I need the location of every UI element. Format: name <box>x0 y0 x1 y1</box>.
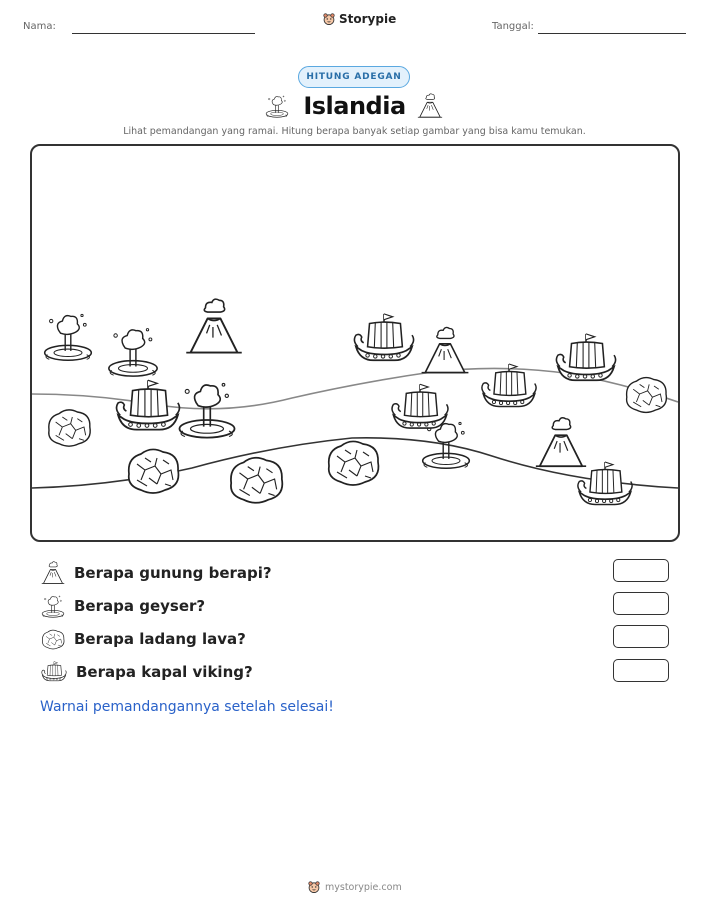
volcano-icon <box>40 560 66 586</box>
question-volcano <box>40 560 272 586</box>
viking-ship-icon <box>40 659 68 685</box>
date-field[interactable] <box>538 33 686 34</box>
brand-logo <box>322 12 396 26</box>
name-field[interactable] <box>72 33 255 34</box>
question-lava-field <box>40 626 246 652</box>
mascot-icon <box>307 880 321 894</box>
lava-field-icon <box>40 626 66 652</box>
name-label: Nama: <box>23 21 56 32</box>
question-text: Berapa geyser? <box>74 597 206 615</box>
geyser-icon <box>264 91 290 121</box>
scene-illustration <box>32 146 678 540</box>
question-text: Berapa gunung berapi? <box>74 564 272 582</box>
answer-box-volcano[interactable] <box>613 559 669 582</box>
geyser-icon <box>40 593 66 619</box>
question-geyser <box>40 593 205 619</box>
brand-name: Storypie <box>339 12 397 26</box>
activity-badge: HITUNG ADEGAN <box>298 66 410 88</box>
coloring-note: Warnai pemandangannya setelah selesai! <box>40 699 334 715</box>
page-title: Islandia <box>303 92 406 120</box>
volcano-icon <box>416 91 444 121</box>
footer-url: mystorypie.com <box>325 881 402 893</box>
mascot-icon <box>322 12 336 26</box>
answer-box-geyser[interactable] <box>613 592 669 615</box>
question-text: Berapa kapal viking? <box>76 663 253 681</box>
question-viking-ship <box>40 659 253 685</box>
date-label: Tanggal: <box>492 21 534 32</box>
footer <box>307 880 402 894</box>
scene-panel <box>30 144 680 542</box>
instructions: Lihat pemandangan yang ramai. Hitung berapa banyak setiap gambar yang bisa kamu temukan. <box>123 126 586 137</box>
answer-box-lava-field[interactable] <box>613 625 669 648</box>
answer-box-viking-ship[interactable] <box>613 659 669 682</box>
question-text: Berapa ladang lava? <box>74 630 246 648</box>
